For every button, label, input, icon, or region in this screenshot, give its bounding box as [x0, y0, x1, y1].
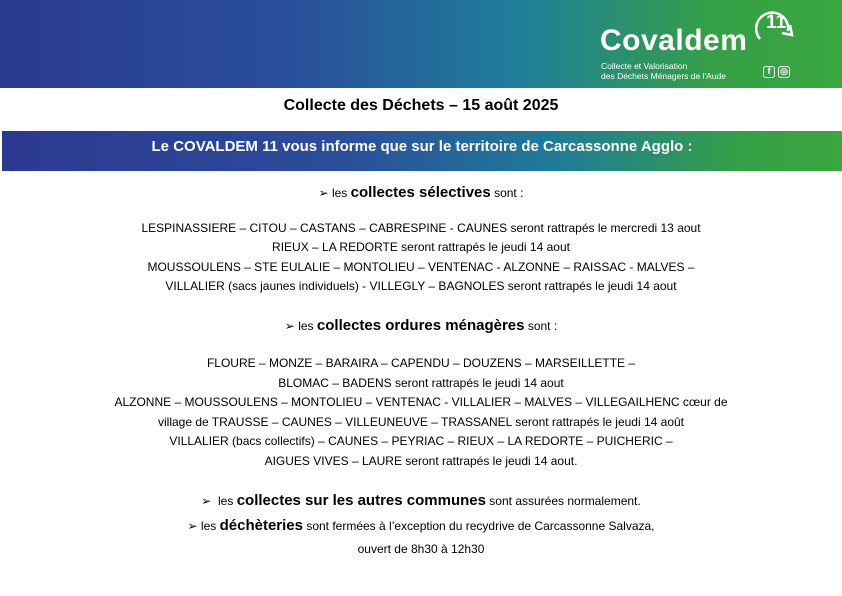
household-line-1: FLOURE – MONZE – BARAIRA – CAPENDU – DOUZENS – MARSEILLETTE –: [206, 356, 636, 370]
section-selective-heading: [0, 186, 842, 200]
social-icons: [763, 66, 790, 78]
section-suffix: sont assurées normalement.: [485, 494, 641, 508]
household-line-2: BLOMAC – BADENS seront rattrapés le jeudi 14 aout: [278, 376, 564, 390]
section-prefix: les: [200, 519, 220, 533]
bullet-arrow-icon: ➢: [187, 519, 198, 533]
section-bold-text: collectes sélectives: [350, 184, 491, 201]
section-bold-text: collectes sur les autres communes: [236, 492, 486, 509]
logo-number: 11: [766, 12, 787, 33]
section-suffix: sont fermées à l’exception du recydrive de Carcassonne Salvaza,: [302, 519, 655, 533]
household-line-6: AIGUES VIVES – LAURE seront rattrapés le jeudi 14 aout.: [264, 454, 578, 468]
selective-line-1: LESPINASSIERE – CITOU – CASTANS – CABRESPINE - CAUNES seront rattrapés le mercredi 13 aout: [141, 221, 701, 235]
section-bold-text: déchèteries: [219, 517, 303, 534]
page-title: Collecte des Déchets – 15 août 2025: [283, 97, 559, 114]
section-bold-text: collectes ordures ménagères: [316, 317, 525, 334]
dechetteries-hours: ouvert de 8h30 à 12h30: [357, 542, 485, 556]
info-banner: Le COVALDEM 11 vous informe que sur le territoire de Carcassonne Agglo :: [2, 131, 842, 171]
selective-line-3: MOUSSOULENS – STE EULALIE – MONTOLIEU – VENTENAC - ALZONNE – RAISSAC - MALVES –: [147, 260, 695, 274]
tagline-line-2: des Déchets Ménagers de l'Aude: [601, 71, 726, 81]
household-line-5: VILLALIER (bacs collectifs) – CAUNES – PEYRIAC – RIEUX – LA REDORTE – PUICHERIC –: [169, 434, 673, 448]
section-other-communes: [0, 494, 842, 508]
logo-name: Covaldem: [600, 24, 748, 57]
household-line-3: ALZONNE – MOUSSOULENS – MONTOLIEU – VENTENAC - VILLALIER – MALVES – VILLEGAILHENC cœur de: [114, 395, 728, 409]
logo-tagline: [601, 61, 726, 81]
section-suffix: sont :: [524, 319, 558, 333]
tagline-line-1: Collecte et Valorisation: [601, 61, 688, 71]
facebook-icon[interactable]: f: [763, 66, 775, 78]
header-banner: [0, 0, 842, 88]
bullet-arrow-icon: ➢: [201, 494, 212, 508]
section-prefix: les: [331, 186, 351, 200]
section-prefix: les: [298, 319, 317, 333]
section-dechetteries: [0, 519, 842, 533]
bullet-arrow-icon: ➢: [284, 319, 295, 333]
bullet-arrow-icon: ➢: [318, 186, 329, 200]
section-suffix: sont :: [490, 186, 524, 200]
instagram-icon[interactable]: ◎: [778, 66, 790, 78]
selective-line-4: VILLALIER (sacs jaunes individuels) - VILLEGLY – BAGNOLES seront rattrapés le jeudi 14 aout: [165, 279, 677, 293]
household-line-4: village de TRAUSSE – CAUNES – VILLEUNEUVE – TRASSANEL seront rattrapés le jeudi 14 août: [157, 415, 685, 429]
section-prefix: les: [218, 494, 237, 508]
section-household-heading: [0, 319, 842, 333]
selective-line-2: RIEUX – LA REDORTE seront rattrapés le jeudi 14 aout: [272, 240, 570, 254]
